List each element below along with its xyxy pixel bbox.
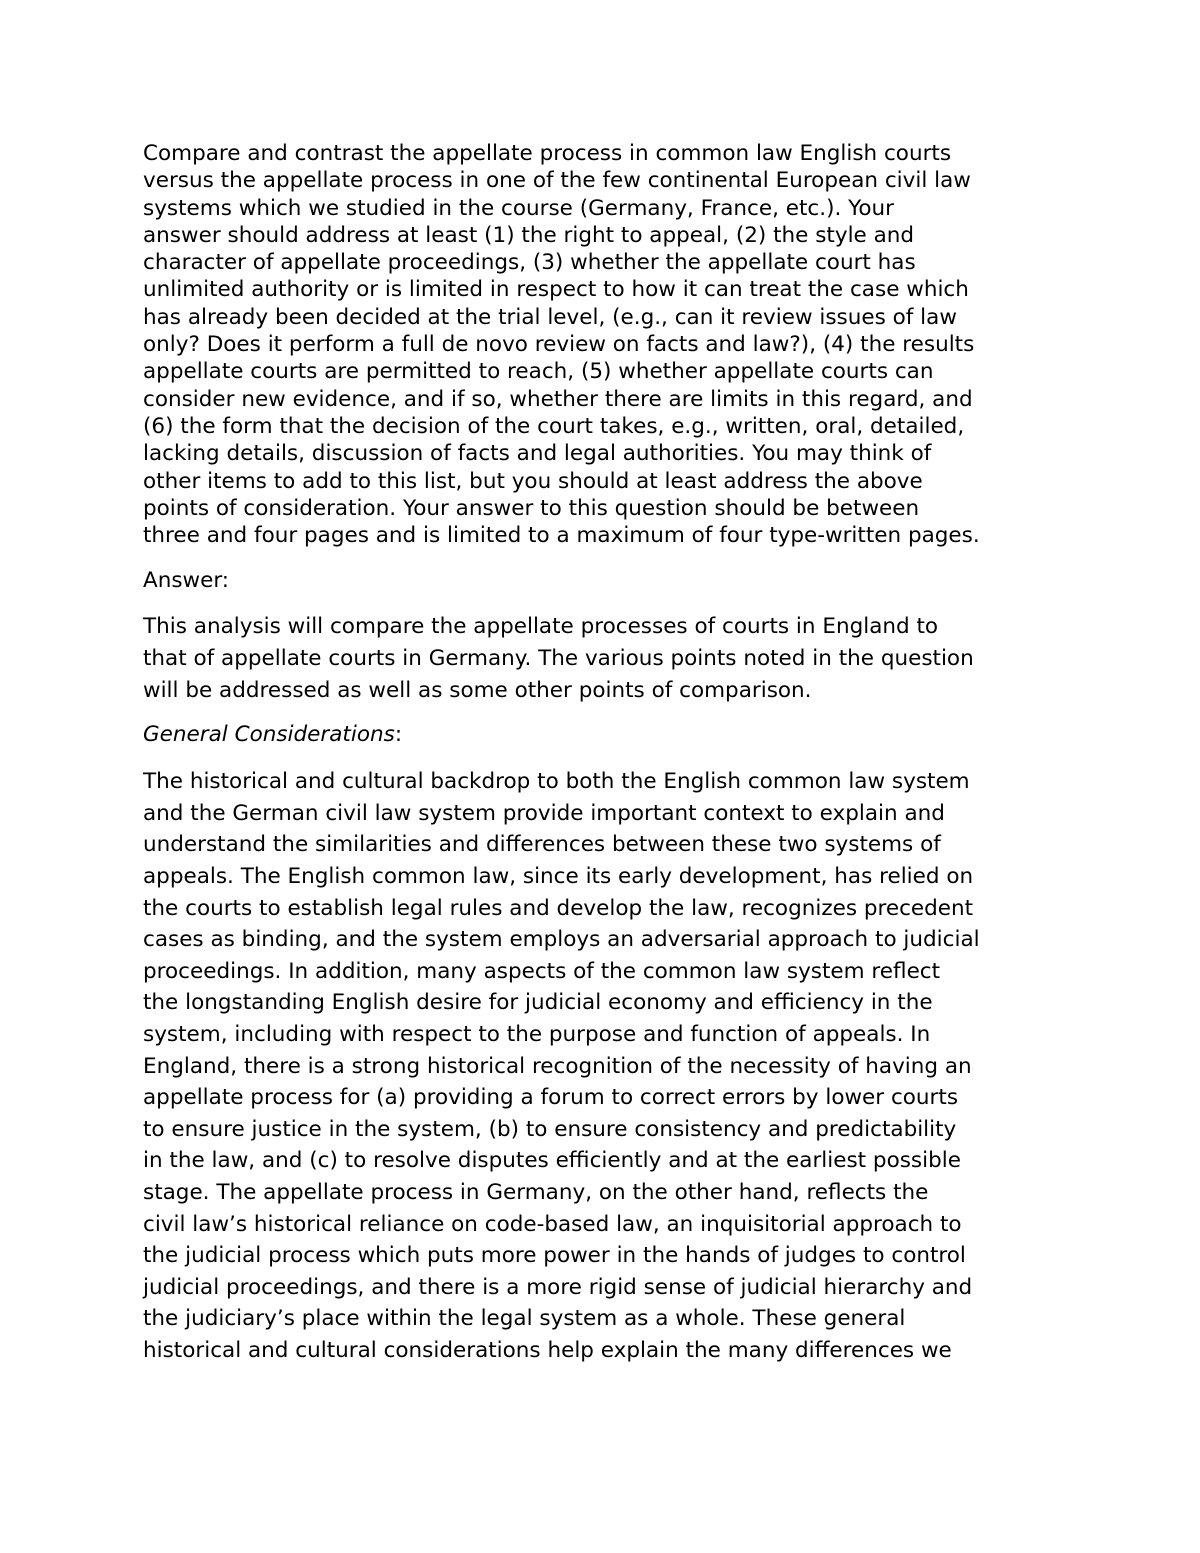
document-page [143,140,1068,1382]
question-line: other items to add to this list, but you should at least address the above [143,468,923,494]
question-line: has already been decided at the trial level, (e.g., can it review issues of law [143,304,957,330]
question-line: systems which we studied in the course (Germany, France, etc.). Your [143,195,895,221]
general-line: civil law’s historical reliance on code-based law, an inquisitorial approach to [143,1211,962,1237]
question-line: points of consideration. Your answer to this question should be between [143,495,920,521]
general-line: The historical and cultural backdrop to both the English common law system [143,769,970,795]
general-line: and the German civil law system provide important context to explain and [143,800,945,826]
general-line: cases as binding, and the system employs an adversarial approach to judicial [143,927,980,953]
general-line: the courts to establish legal rules and develop the law, recognizes precedent [143,895,974,921]
general-line: stage. The appellate process in Germany, on the other hand, reflects the [143,1179,929,1205]
question-line: lacking details, discussion of facts and legal authorities. You may think of [143,441,932,467]
intro-line: This analysis will compare the appellate processes of courts in England to [143,614,939,640]
general-line: the judiciary’s place within the legal system as a whole. These general [143,1306,906,1332]
general-line: in the law, and (c) to resolve disputes efficiently and at the earliest possible [143,1148,961,1174]
general-line: the longstanding English desire for judicial economy and efficiency in the [143,990,933,1016]
section-heading [143,721,1068,748]
question-line: Compare and contrast the appellate process in common law English courts [143,141,952,166]
general-considerations-paragraph [143,766,1068,1366]
general-line: to ensure justice in the system, (b) to ensure consistency and predictability [143,1116,957,1142]
question-line: appellate courts are permitted to reach, (5) whether appellate courts can [143,359,934,385]
section-heading-title: General Considerations [143,722,395,748]
question-line: versus the appellate process in one of the few continental European civil law [143,168,971,194]
general-line: understand the similarities and differences between these two systems of [143,832,941,858]
question-line: answer should address at least (1) the right to appeal, (2) the style and [143,222,915,248]
answer-label: Answer: [143,568,230,594]
question-line: (6) the form that the decision of the court takes, e.g., written, oral, detailed, [143,413,965,439]
general-line: the judicial process which puts more power in the hands of judges to control [143,1243,966,1269]
general-line: historical and cultural considerations help explain the many differences we [143,1337,952,1363]
question-line: only? Does it perform a full de novo review on facts and law?), (4) the results [143,332,975,358]
intro-paragraph [143,611,1068,706]
section-heading-colon: : [394,722,403,748]
general-line: appeals. The English common law, since its early development, has relied on [143,864,974,890]
question-paragraph [143,140,1068,549]
intro-line: that of appellate courts in Germany. The various points noted in the question [143,646,974,672]
general-line: judicial proceedings, and there is a more rigid sense of judicial hierarchy and [143,1274,973,1300]
question-line: character of appellate proceedings, (3) whether the appellate court has [143,250,916,276]
general-line: proceedings. In addition, many aspects of the common law system reflect [143,958,941,984]
general-line: appellate process for (a) providing a forum to correct errors by lower courts [143,1085,959,1111]
question-line: unlimited authority or is limited in respect to how it can treat the case which [143,277,969,303]
intro-line: will be addressed as well as some other points of comparison. [143,677,812,703]
question-line: three and four pages and is limited to a maximum of four type-written pages. [143,523,980,549]
general-line: system, including with respect to the purpose and function of appeals. In [143,1021,931,1047]
question-line: consider new evidence, and if so, whether there are limits in this regard, and [143,386,973,412]
general-line: England, there is a strong historical recognition of the necessity of having an [143,1053,972,1079]
